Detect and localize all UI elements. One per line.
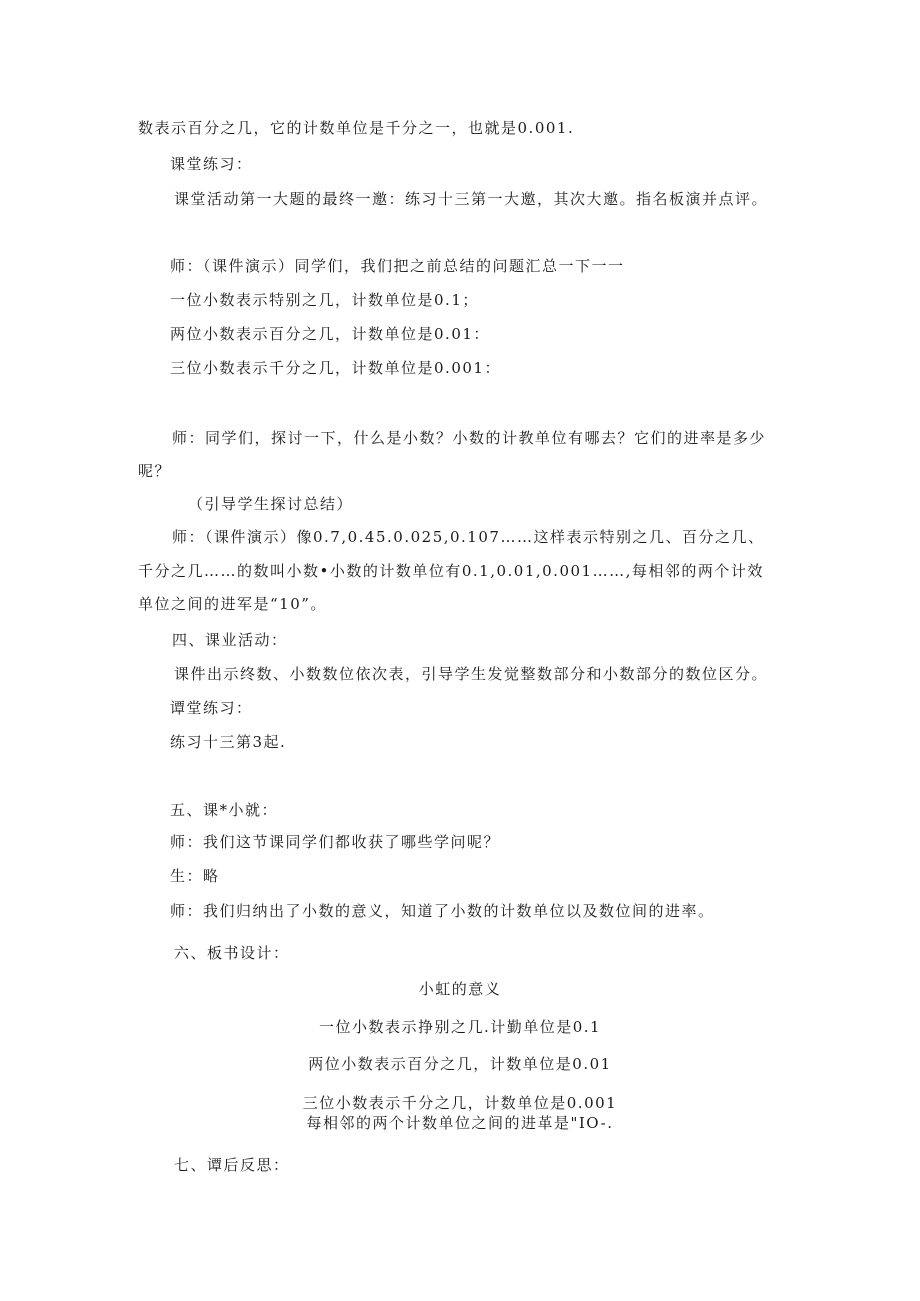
board-line: 一位小数表示挣别之几.计勤单位是0.1 xyxy=(318,1018,602,1036)
paragraph-line: 练习十三第3起. xyxy=(170,733,287,751)
board-title: 小虹的意义 xyxy=(418,980,502,998)
section-heading: 六、板书设计： xyxy=(174,944,290,962)
section-heading: 五、课*小就： xyxy=(170,801,279,819)
section-heading: 七、谭后反思： xyxy=(174,1156,290,1174)
paragraph-line: 师：同学们，探讨一下，什么是小数？小数的计教单位有哪去？它们的进率是多少 xyxy=(172,429,767,447)
section-label: 课堂练习： xyxy=(170,155,253,173)
paragraph-line: 千分之几……的数叫小数•小数的计数单位有0.1,0.01,0.001……,每相邻的两个计效 xyxy=(138,562,764,580)
board-line: 每相邻的两个计数单位之间的进革是"IO-. xyxy=(306,1114,614,1132)
section-heading: 四、课业活动： xyxy=(172,631,288,649)
paragraph-line: 生：略 xyxy=(170,867,220,885)
paragraph-line: 数表示百分之几，它的计数单位是千分之一，也就是0.001. xyxy=(138,119,575,137)
paragraph-line: 两位小数表示百分之几，计数单位是0.01： xyxy=(170,325,490,343)
board-line: 三位小数表示千分之几，计数单位是0.001 xyxy=(302,1094,618,1112)
paragraph-line: 师：我们归纳出了小数的意义，知道了小数的计数单位以及数位间的进率。 xyxy=(170,902,715,920)
paragraph-line: （引导学生探讨总结） xyxy=(188,495,354,513)
section-label: 谭堂练习： xyxy=(170,699,253,717)
board-line: 两位小数表示百分之几，计数单位是0.01 xyxy=(308,1055,612,1073)
paragraph-line: 课件出示终数、小数数位依次表，引导学生发觉整数部分和小数部分的数位区分。 xyxy=(174,665,769,683)
paragraph-line: 师：（课件演示）同学们，我们把之前总结的问题汇总一下一一 xyxy=(170,257,625,275)
paragraph-line: 三位小数表示千分之几，计数单位是0.001： xyxy=(170,359,501,377)
paragraph-line: 一位小数表示特别之几，计数单位是0.1； xyxy=(170,291,479,309)
paragraph-line: 单位之间的进军是“10”。 xyxy=(138,595,327,613)
paragraph-line: 课堂活动第一大题的最终一邀：练习十三第一大邀，其次大邀。指名板演并点评。 xyxy=(174,190,769,208)
paragraph-line: 师：（课件演示）像0.7,0.45.0.025,0.107……这样表示特别之几、百分之几、 xyxy=(172,528,765,546)
paragraph-line: 师：我们这节课同学们都收获了哪些学问呢？ xyxy=(170,833,501,851)
paragraph-line: 呢？ xyxy=(138,462,172,480)
